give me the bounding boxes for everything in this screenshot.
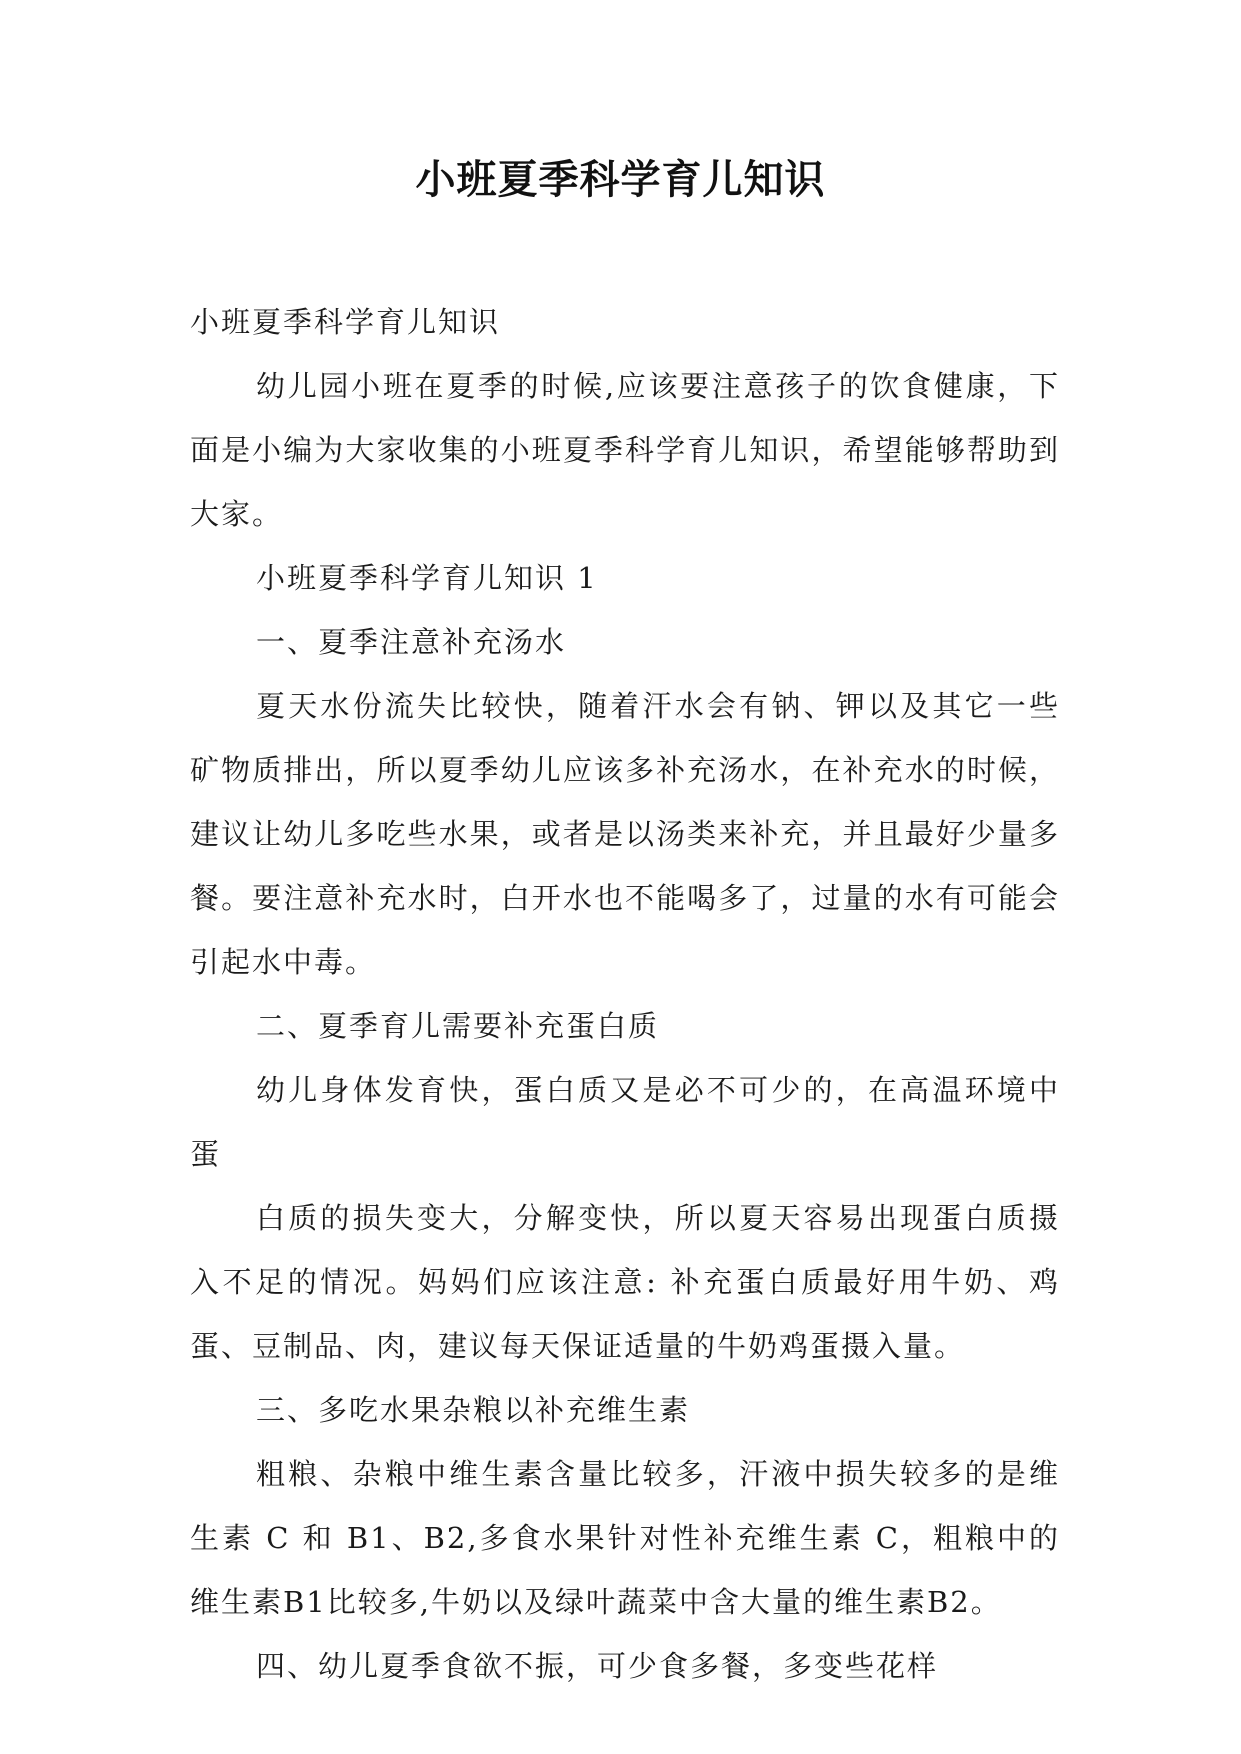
paragraph: 夏天水份流失比较快，随着汗水会有钠、钾以及其它一些矿物质排出，所以夏季幼儿应该多补充汤水，在补充水的时候，建议让幼儿多吃些水果，或者是以汤类来补充，并且最好少量多餐。要注意补充水时，白开水也不能喝多了，过量的水有可能会引起水中毒。 <box>190 689 1060 979</box>
section-heading: 二、夏季育儿需要补充蛋白质 <box>256 1009 660 1043</box>
paragraph: 幼儿身体发育快，蛋白质又是必不可少的，在高温环境中蛋 <box>190 1073 1060 1171</box>
section-heading: 四、幼儿夏季食欲不振，可少食多餐，多变些花样 <box>256 1649 939 1683</box>
document-title: 小班夏季科学育儿知识 <box>415 157 826 203</box>
document-body <box>190 290 1060 1698</box>
paragraph: 粗粮、杂粮中维生素含量比较多，汗液中损失较多的是维生素 C 和 B1、B2,多食水果针对性补充维生素 C，粗粮中的维生素B1比较多,牛奶以及绿叶蔬菜中含大量的维生素B2。 <box>190 1457 1060 1619</box>
section-heading: 小班夏季科学育儿知识 1 <box>256 561 598 595</box>
paragraph: 小班夏季科学育儿知识 <box>190 305 501 339</box>
section-heading: 一、夏季注意补充汤水 <box>256 625 567 659</box>
section-heading: 三、多吃水果杂粮以补充维生素 <box>256 1393 691 1427</box>
paragraph: 白质的损失变大，分解变快，所以夏天容易出现蛋白质摄入不足的情况。妈妈们应该注意: 补充蛋白质最好用牛奶、鸡蛋、豆制品、肉，建议每天保证适量的牛奶鸡蛋摄入量。 <box>190 1201 1060 1363</box>
paragraph: 幼儿园小班在夏季的时候,应该要注意孩子的饮食健康，下面是小编为大家收集的小班夏季科学育儿知识，希望能够帮助到大家。 <box>190 369 1060 531</box>
